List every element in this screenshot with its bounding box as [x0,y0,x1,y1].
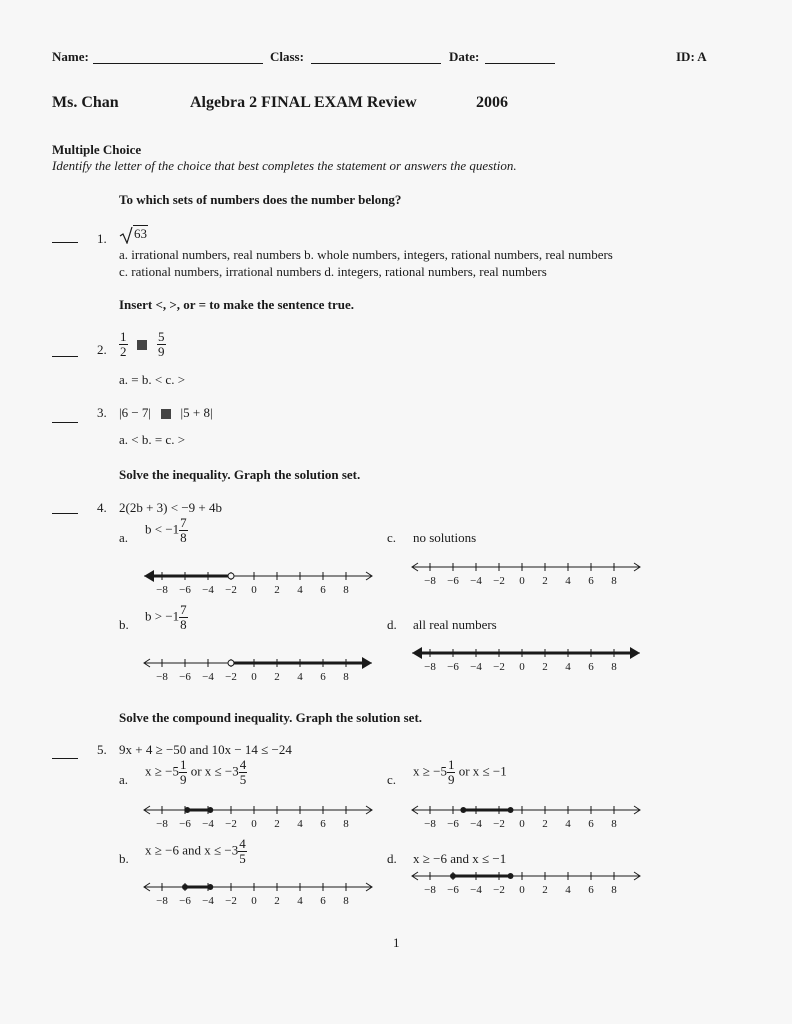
tick-label: −8 [424,818,436,830]
q4b-text: b > −1 [145,608,180,624]
q4c-text: no solutions [413,530,477,545]
tick-label: 0 [519,661,525,673]
q2-f2-den: 9 [158,344,165,359]
tick-label: 4 [297,671,303,683]
question-number-1: 1. [97,231,107,246]
tick-label: 4 [297,818,303,830]
open-endpoint [228,660,234,666]
q4d-letter: d. [387,617,397,632]
number-line-q4b [140,653,380,687]
tick-label: 2 [274,671,280,683]
answer-blank-4[interactable] [52,513,78,514]
left-arrow-icon [412,647,422,659]
tick-label: 6 [320,584,326,596]
section-title: Multiple Choice [52,142,142,157]
tick-label: −8 [424,884,436,896]
q5b-fraction [238,837,247,866]
tick-label: −4 [202,584,214,596]
q5b-n: 4 [239,836,246,851]
q4b-fraction [179,603,188,632]
q5a-pre: x ≥ −5 [145,763,179,779]
tick-label: 0 [251,895,257,907]
tick-label: 8 [611,575,617,587]
q4c-letter: c. [387,530,397,545]
closed-endpoint [460,807,466,813]
name-field[interactable] [93,63,263,64]
question-number-2: 2. [97,342,107,357]
answer-blank-5[interactable] [52,758,78,759]
tick-label: 4 [297,895,303,907]
tick-label: 0 [519,884,525,896]
closed-endpoint [207,807,213,813]
directions-compound: Solve the compound inequality. Graph the solution set. [119,710,423,725]
tick-label: 4 [565,575,571,587]
tick-label: 8 [343,818,349,830]
tick-label: −4 [470,818,482,830]
directions-sets: To which sets of numbers does the number belong? [119,192,402,207]
q4a-expression [145,516,188,545]
right-arrow-icon [362,657,372,669]
tick-label: −4 [202,671,214,683]
q1-choices-line1: a. irrational numbers, real numbers b. whole numbers, integers, rational numbers, real numbers [119,247,613,262]
question-number-4: 4. [97,500,107,515]
q5b-pre: x ≥ −6 and x ≤ −3 [145,842,239,858]
tick-label: −2 [493,661,505,673]
tick-label: 4 [565,661,571,673]
tick-label: 8 [343,671,349,683]
tick-label: 0 [519,575,525,587]
tick-label: 8 [343,584,349,596]
q2-fraction-left [119,330,128,359]
left-arrow-icon [144,570,154,582]
tick-label: −8 [156,584,168,596]
q4b-den: 8 [180,617,187,632]
tick-label: −6 [179,818,191,830]
answer-blank-3[interactable] [52,422,78,423]
q5a-letter: a. [119,772,129,787]
q5c-pre: x ≥ −5 [413,763,447,779]
tick-label: −6 [447,575,459,587]
q3-left: |6 − 7| [119,405,152,420]
tick-label: −6 [447,661,459,673]
q2-f1-num: 1 [120,329,127,344]
q5b-letter: b. [119,851,129,866]
tick-label: 4 [565,884,571,896]
id-label: ID: A [676,49,707,64]
teacher-name: Ms. Chan [52,94,119,111]
tick-label: 4 [297,584,303,596]
date-field[interactable] [485,63,555,64]
q4b-letter: b. [119,617,129,632]
tick-label: 2 [274,818,280,830]
tick-label: −8 [156,818,168,830]
q5a-d1: 9 [179,772,187,787]
q3-choices: a. < b. = c. > [119,432,186,447]
q1-radicand: 63 [134,226,147,241]
q2-expression [119,330,166,359]
tick-label: −6 [179,895,191,907]
tick-label: −6 [179,584,191,596]
tick-label: −2 [225,818,237,830]
tick-label: 0 [519,818,525,830]
name-label: Name: [52,49,89,64]
tick-label: −4 [470,884,482,896]
q4a-den: 8 [180,530,187,545]
q5a-n2: 4 [239,757,247,772]
tick-label: 6 [320,671,326,683]
tick-label: −4 [202,895,214,907]
right-arrow-icon [630,647,640,659]
class-label: Class: [270,49,304,64]
q4-stem: 2(2b + 3) < −9 + 4b [119,500,222,515]
q4d-text: all real numbers [413,617,497,632]
page-title: Algebra 2 FINAL EXAM Review [190,94,417,111]
tick-label: 8 [343,895,349,907]
number-line-q4d [408,643,648,677]
tick-label: 8 [611,818,617,830]
q4a-num: 7 [180,515,187,530]
tick-label: −8 [156,671,168,683]
date-label: Date: [449,49,480,64]
closed-endpoint [207,884,213,890]
q5c-expression [413,758,507,787]
q5a-fraction-2 [239,758,248,787]
tick-label: 0 [251,671,257,683]
tick-label: 6 [320,895,326,907]
tick-label: −4 [470,575,482,587]
tick-label: −8 [424,661,436,673]
open-endpoint [228,573,234,579]
tick-label: 2 [542,884,548,896]
tick-label: 6 [588,661,594,673]
q5c-post: or x ≤ −1 [455,763,507,779]
directions-compare: Insert <, >, or = to make the sentence true. [119,297,354,312]
radical-icon [119,226,133,244]
tick-label: 2 [542,661,548,673]
closed-endpoint [182,884,188,890]
q5c-d: 9 [447,772,455,787]
closed-endpoint [508,873,514,879]
q5a-mid: or x ≤ −3 [187,763,239,779]
tick-label: 8 [611,661,617,673]
q1-choices-line2: c. rational numbers, irrational numbers d. integers, rational numbers, real numbers [119,264,547,279]
tick-label: 0 [251,584,257,596]
tick-label: 0 [251,818,257,830]
tick-label: −8 [424,575,436,587]
number-line-q4c [408,557,648,591]
tick-label: −2 [493,818,505,830]
closed-endpoint [184,807,190,813]
number-line-q4a [140,566,380,600]
tick-label: −2 [225,584,237,596]
number-line-q5c [408,800,648,834]
q4a-fraction [179,516,188,545]
question-number-5: 5. [97,742,107,757]
q3-expression [119,405,213,421]
blank-square-icon [161,409,171,419]
q2-f1-den: 2 [120,344,127,359]
tick-label: 8 [611,884,617,896]
tick-label: −2 [493,884,505,896]
tick-label: −2 [225,671,237,683]
tick-label: −4 [470,661,482,673]
tick-label: −2 [493,575,505,587]
tick-label: 6 [588,575,594,587]
q2-f2-num: 5 [158,329,165,344]
q5c-n: 1 [447,757,455,772]
q3-right: |5 + 8| [180,405,213,420]
number-line-q5d [408,866,648,900]
closed-endpoint [450,873,456,879]
directions-inequality: Solve the inequality. Graph the solution set. [119,467,361,482]
q5-stem: 9x + 4 ≥ −50 and 10x − 14 ≤ −24 [119,742,292,757]
closed-endpoint [508,807,514,813]
q4b-expression [145,603,188,632]
tick-label: −4 [202,818,214,830]
tick-label: 2 [274,895,280,907]
tick-label: 4 [565,818,571,830]
q5d-letter: d. [387,851,397,866]
q5b-expression [145,837,247,866]
q4b-num: 7 [180,602,187,617]
tick-label: −6 [447,818,459,830]
q5c-letter: c. [387,772,397,787]
blank-square-icon [137,340,147,350]
tick-label: −2 [225,895,237,907]
q2-fraction-right [157,330,166,359]
question-number-3: 3. [97,405,107,420]
q5d-text: x ≥ −6 and x ≤ −1 [413,851,507,866]
exam-year: 2006 [476,94,508,111]
number-line-q5b [140,877,380,911]
page-number: 1 [393,935,400,950]
tick-label: 2 [542,818,548,830]
tick-label: −6 [179,671,191,683]
answer-blank-2[interactable] [52,356,78,357]
q2-choices: a. = b. < c. > [119,372,186,387]
tick-label: −6 [447,884,459,896]
q4a-text: b < −1 [145,521,180,537]
tick-label: 2 [542,575,548,587]
q5b-d: 5 [239,851,246,866]
q1-sqrt [119,226,148,244]
number-line-q5a [140,800,380,834]
tick-label: 6 [320,818,326,830]
class-field[interactable] [311,63,441,64]
section-instructions: Identify the letter of the choice that best completes the statement or answers the question. [52,158,517,173]
tick-label: 2 [274,584,280,596]
q4a-letter: a. [119,530,129,545]
q5a-expression [145,758,247,787]
q5a-n1: 1 [179,757,187,772]
tick-label: 6 [588,884,594,896]
q5a-d2: 5 [239,772,247,787]
tick-label: −8 [156,895,168,907]
tick-label: 6 [588,818,594,830]
answer-blank-1[interactable] [52,242,78,243]
